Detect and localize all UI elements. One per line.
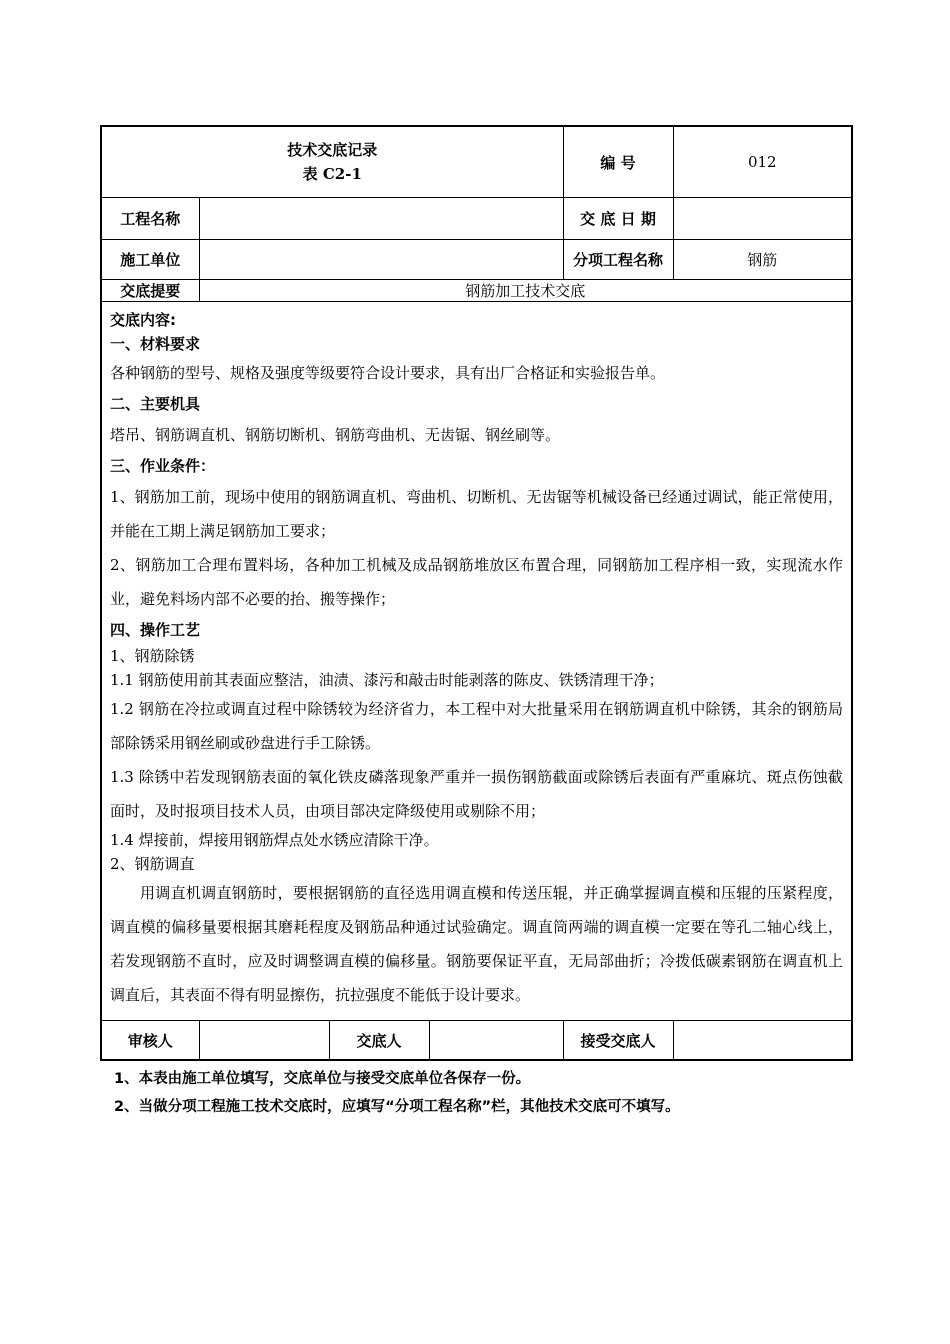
form-table — [100, 125, 853, 1061]
section-3-title: 三、作业条件： — [110, 457, 216, 475]
number-value[interactable]: 012 — [673, 126, 852, 198]
briefing-content — [101, 302, 852, 1021]
sub-project-field[interactable]: 钢筋 — [673, 240, 852, 280]
content-heading: 交底内容: — [110, 311, 176, 329]
form-title-line1: 技术交底记录 — [287, 141, 378, 159]
project-name-label: 工程名称 — [101, 198, 199, 240]
contractor-label: 施工单位 — [101, 240, 199, 280]
section-4-subtitle-2: 2、钢筋调直 — [110, 855, 195, 873]
section-4-paragraph-4: 1.4 焊接前，焊接用钢筋焊点处水锈应清除干净。 — [110, 831, 439, 849]
form-title-line2: 表 C2-1 — [302, 165, 362, 183]
contractor-field[interactable] — [199, 240, 563, 280]
presenter-label: 交底人 — [329, 1021, 429, 1061]
date-field[interactable] — [673, 198, 852, 240]
section-4-paragraph-1: 1.1 钢筋使用前其表面应整洁，油渍、漆污和敲击时能剥落的陈皮、铁锈清理干净； — [110, 671, 664, 689]
sub-project-label: 分项工程名称 — [563, 240, 673, 280]
number-label: 编 号 — [563, 126, 673, 198]
section-4-paragraph-3: 1.3 除锈中若发现钢筋表面的氧化铁皮磷落现象严重并一损伤钢筋截面或除锈后表面有严重麻坑、斑点伤蚀截面时，及时报项目技术人员，由项目部决定降级使用或剔除不用； — [110, 768, 844, 820]
form-title — [101, 126, 563, 198]
section-4-subtitle-1: 1、钢筋除锈 — [110, 647, 195, 665]
section-2-paragraph: 塔吊、钢筋调直机、钢筋切断机、钢筋弯曲机、无齿锯、钢丝刷等。 — [110, 426, 561, 444]
section-2-title: 二、主要机具 — [110, 395, 201, 413]
presenter-field[interactable] — [429, 1021, 563, 1061]
section-4-paragraph-5: 用调直机调直钢筋时，要根据钢筋的直径选用调直模和传送压辊，并正确掌握调直模和压辊的压紧程度，调直模的偏移量要根据其磨耗程度及钢筋品种通过试验确定。调直筒两端的调直模一定要在等孔二轴心线上，若发现钢筋不直时，应及时调整调直模的偏移量。钢筋要保证平直，无局部曲折；冷拨低碳素钢筋在调直机上调直后，其表面不得有明显擦伤，抗拉强度不能低于设计要求。 — [110, 884, 844, 1004]
reviewer-label: 审核人 — [101, 1021, 199, 1061]
summary-label: 交底提要 — [101, 280, 199, 302]
footnote-2: 2、当做分项工程施工技术交底时，应填写“分项工程名称”栏，其他技术交底可不填写。 — [114, 1099, 680, 1115]
section-4-paragraph-2: 1.2 钢筋在冷拉或调直过程中除锈较为经济省力，本工程中对大批量采用在钢筋调直机中除锈，其余的钢筋局部除锈采用钢丝刷或砂盘进行手工除锈。 — [110, 700, 844, 752]
section-1-title: 一、材料要求 — [110, 335, 201, 353]
section-4-title: 四、操作工艺 — [110, 621, 201, 639]
reviewer-field[interactable] — [199, 1021, 329, 1061]
receiver-field[interactable] — [673, 1021, 852, 1061]
project-name-field[interactable] — [199, 198, 563, 240]
section-3-paragraph-1: 1、钢筋加工前，现场中使用的钢筋调直机、弯曲机、切断机、无齿锯等机械设备已经通过调试，能正常使用，并能在工期上满足钢筋加工要求； — [110, 488, 844, 540]
section-1-paragraph: 各种钢筋的型号、规格及强度等级要符合设计要求，具有出厂合格证和实验报告单。 — [110, 364, 666, 382]
summary-field[interactable]: 钢筋加工技术交底 — [199, 280, 852, 302]
section-3-paragraph-2: 2、钢筋加工合理布置料场，各种加工机械及成品钢筋堆放区布置合理，同钢筋加工程序相一致，实现流水作业，避免料场内部不必要的抬、搬等操作； — [110, 556, 844, 608]
receiver-label: 接受交底人 — [563, 1021, 673, 1061]
footnotes — [100, 1065, 851, 1121]
footnote-1: 1、本表由施工单位填写，交底单位与接受交底单位各保存一份。 — [114, 1071, 531, 1087]
date-label: 交 底 日 期 — [563, 198, 673, 240]
technical-briefing-form — [100, 125, 851, 1121]
